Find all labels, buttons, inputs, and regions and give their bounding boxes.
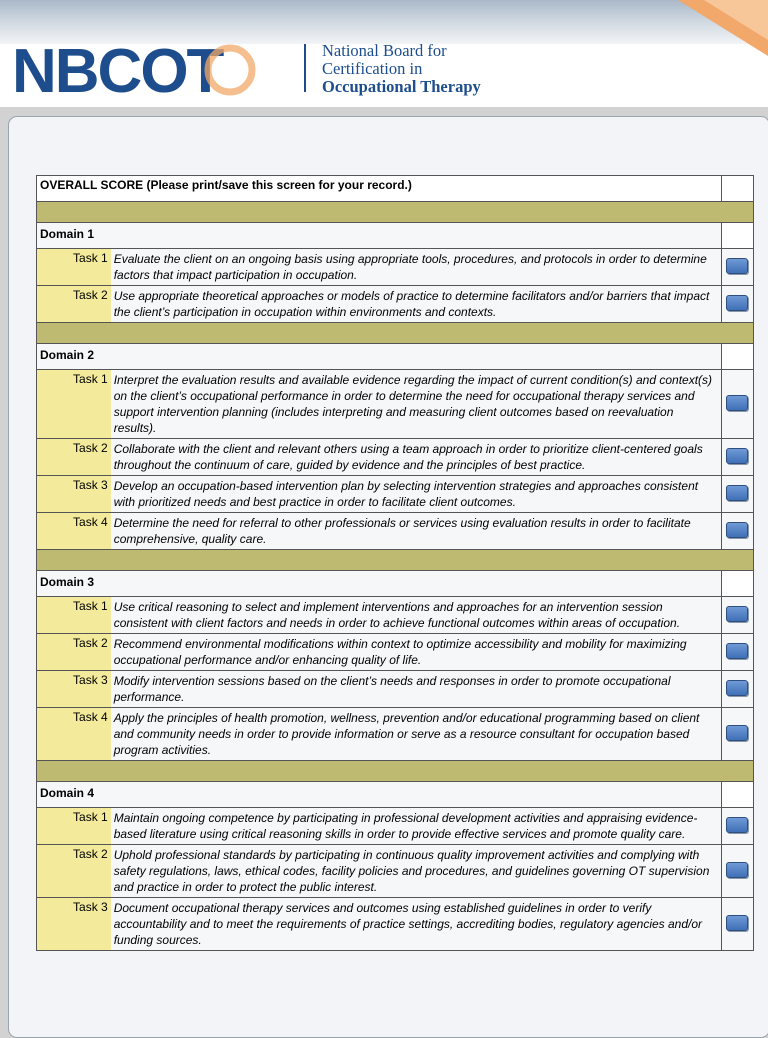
domain-header-row [37, 571, 754, 597]
domain-separator-bar [37, 550, 754, 571]
task-description: Recommend environmental modifications within context to optimize accessibility and mobility for maximizing occupational performance and/or enhancing quality of life. [111, 634, 722, 671]
task-checkbox[interactable] [726, 915, 748, 931]
task-label: Task 1 [37, 597, 111, 634]
logo-wordmark: NBCOT [12, 40, 223, 98]
task-checkbox[interactable] [726, 680, 748, 696]
task-label: Task 3 [37, 898, 111, 951]
left-rail [0, 107, 8, 1024]
task-row [37, 634, 754, 671]
task-label: Task 2 [37, 439, 111, 476]
domain-title: Domain 1 [40, 227, 95, 241]
task-description: Develop an occupation-based intervention plan by selecting intervention strategies and approaches consistent with prioritized needs and best practice in order to facilitate client outcomes. [111, 476, 722, 513]
task-row [37, 249, 754, 286]
task-description: Interpret the evaluation results and available evidence regarding the impact of current condition(s) and context(s) on the client’s occupational performance in order to determine the need for occupational therapy services and support intervention planning (includes interpreting and measuring client outcomes based on reevaluation results). [111, 370, 722, 439]
task-label: Task 2 [37, 634, 111, 671]
domain-separator-bar [37, 323, 754, 344]
header-light-orange-corner [704, 0, 768, 40]
task-label: Task 4 [37, 513, 111, 550]
task-row [37, 439, 754, 476]
task-description: Document occupational therapy services and outcomes using established guidelines in order to verify accountability and to meet the requirements of practice settings, accrediting bodies, regulatory agencies and/or funding sources. [111, 898, 722, 951]
task-description: Apply the principles of health promotion, wellness, prevention and/or educational programming based on client and community needs in order to provide information or serve as a resource consultant for occupation based program activities. [111, 708, 722, 761]
task-description: Uphold professional standards by participating in continuous quality improvement activities and complying with safety regulations, laws, ethical codes, facility policies and procedures, and guidelines governing OT supervision and practice in order to protect the public interest. [111, 845, 722, 898]
site-header [0, 0, 768, 107]
task-label: Task 2 [37, 845, 111, 898]
domain-header-row [37, 223, 754, 249]
task-checkbox[interactable] [726, 448, 748, 464]
task-description: Use appropriate theoretical approaches or models of practice to determine facilitators and/or barriers that impact the client’s participation in occupation within environments and contexts. [111, 286, 722, 323]
task-label: Task 4 [37, 708, 111, 761]
domain-separator-bar [37, 761, 754, 782]
task-checkbox[interactable] [726, 725, 748, 741]
task-label: Task 3 [37, 476, 111, 513]
task-row [37, 671, 754, 708]
task-description: Maintain ongoing competence by participating in professional development activities and appraising evidence-based literature using critical reasoning skills in order to provide effective services and promote quality care. [111, 808, 722, 845]
domain-title: Domain 4 [40, 786, 95, 800]
task-description: Collaborate with the client and relevant others using a team approach in order to prioritize client-centered goals throughout the continuum of care, guided by evidence and the principles of best practice. [111, 439, 722, 476]
task-checkbox[interactable] [726, 817, 748, 833]
task-row [37, 708, 754, 761]
overall-score-title: OVERALL SCORE (Please print/save this screen for your record.) [40, 178, 412, 192]
task-checkbox[interactable] [726, 606, 748, 622]
task-row [37, 370, 754, 439]
task-label: Task 3 [37, 671, 111, 708]
task-description: Use critical reasoning to select and implement interventions and approaches for an intervention session consistent with client factors and needs in order to achieve functional outcomes within areas of occupation. [111, 597, 722, 634]
task-checkbox[interactable] [726, 258, 748, 274]
logo-divider [304, 44, 306, 92]
task-row [37, 286, 754, 323]
task-checkbox[interactable] [726, 295, 748, 311]
task-checkbox[interactable] [726, 643, 748, 659]
header-gradient-band [0, 0, 768, 44]
overall-score-row [37, 176, 754, 202]
domain-header-row [37, 344, 754, 370]
domain-header-row [37, 782, 754, 808]
task-checkbox[interactable] [726, 485, 748, 501]
task-description: Modify intervention sessions based on the client’s needs and responses in order to promote occupational performance. [111, 671, 722, 708]
task-checkbox[interactable] [726, 395, 748, 411]
task-checkbox[interactable] [726, 862, 748, 878]
nbcot-logo-mark [12, 40, 302, 98]
score-table [36, 175, 754, 951]
task-label: Task 1 [37, 370, 111, 439]
org-name-line-1: National Board for [322, 41, 447, 60]
task-row [37, 808, 754, 845]
org-name-line-3: Occupational Therapy [322, 77, 481, 96]
task-row [37, 898, 754, 951]
org-name-line-2: Certification in [322, 59, 423, 78]
task-row [37, 476, 754, 513]
task-checkbox[interactable] [726, 522, 748, 538]
domain-title: Domain 3 [40, 575, 95, 589]
domain-separator-bar [37, 202, 754, 223]
task-label: Task 1 [37, 249, 111, 286]
organization-name [322, 42, 481, 96]
task-description: Determine the need for referral to other professionals or services using evaluation results in order to facilitate comprehensive, quality care. [111, 513, 722, 550]
task-row [37, 597, 754, 634]
task-label: Task 1 [37, 808, 111, 845]
task-row [37, 513, 754, 550]
task-row [37, 845, 754, 898]
task-label: Task 2 [37, 286, 111, 323]
task-description: Evaluate the client on an ongoing basis using appropriate tools, procedures, and protocols in order to determine factors that impact participation in occupation. [111, 249, 722, 286]
domain-title: Domain 2 [40, 348, 95, 362]
